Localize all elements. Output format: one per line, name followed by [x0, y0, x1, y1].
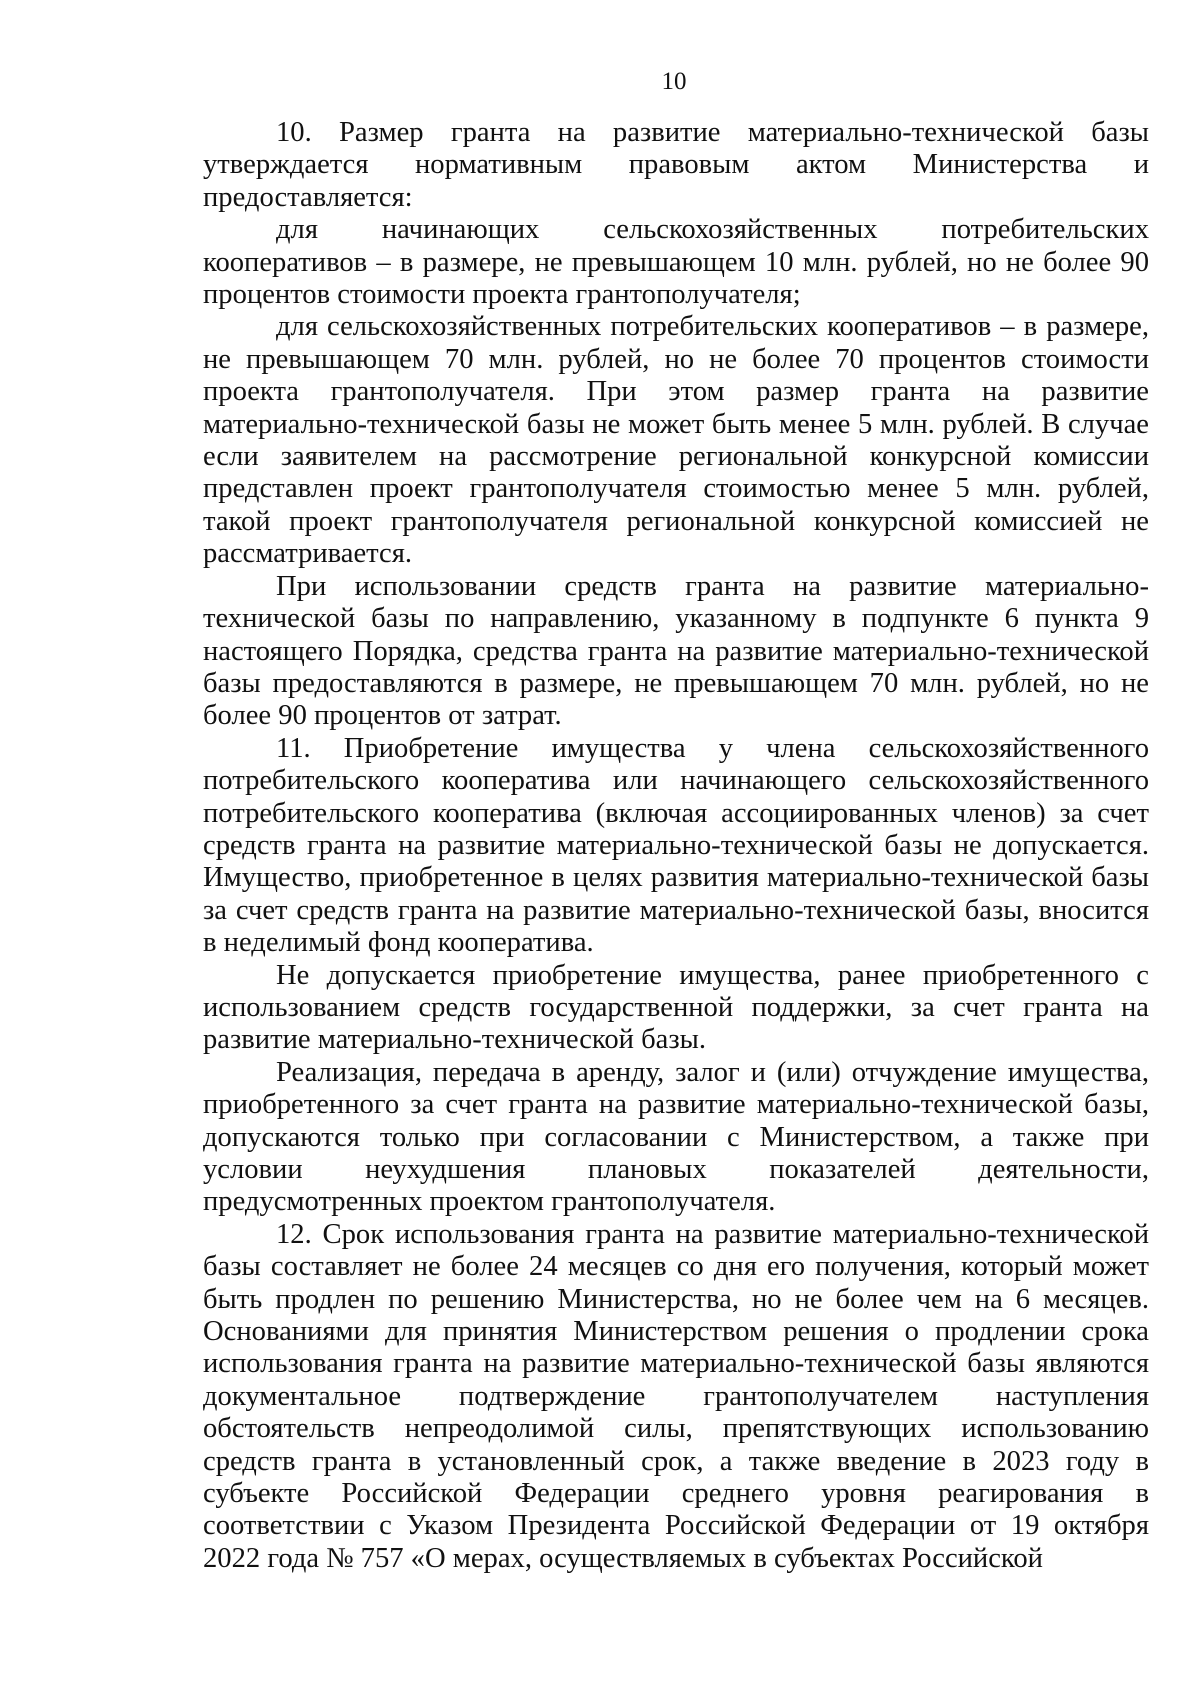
paragraph-new-cooperatives: для начинающих сельскохозяйственных потребительских кооперативов – в размере, не превышающем 10 млн. рублей, но не более 90 процентов стоимости проекта грантополучателя; [203, 214, 1149, 311]
page-number: 10 [661, 68, 687, 95]
paragraph-property-disposal: Реализация, передача в аренду, залог и (или) отчуждение имущества, приобретенного за счет гранта на развитие материально-технической базы, допускаются только при согласовании с Министерством, а также при условии неухудшения плановых показателей деятельности, предусмотренных проектом грантополучателя. [203, 1056, 1149, 1218]
paragraph-grant-usage: При использовании средств гранта на развитие материально-технической базы по направлению, указанному в подпункте 6 пункта 9 настоящего Порядка, средства гранта на развитие материально-технической базы предоставляются в размере, не превышающем 70 млн. рублей, но не более 90 процентов от затрат. [203, 570, 1149, 732]
paragraph-cooperatives: для сельскохозяйственных потребительских кооперативов – в размере, не превышающем 70 млн. рублей, но не более 70 процентов стоимости проекта грантополучателя. При этом размер гранта на развитие материально-технической базы не может быть менее 5 млн. рублей. В случае если заявителем на рассмотрение региональной конкурсной комиссии представлен проект грантополучателя стоимостью менее 5 млн. рублей, такой проект грантополучателя региональной конкурсной комиссией не рассматривается. [203, 311, 1149, 570]
paragraph-state-support-restriction: Не допускается приобретение имущества, ранее приобретенного с использованием средств государственной поддержки, за счет гранта на развитие материально-технической базы. [203, 959, 1149, 1056]
paragraph-grant-size: 10. Размер гранта на развитие материально-технической базы утверждается нормативным правовым актом Министерства и предоставляется: [203, 117, 1149, 213]
paragraph-grant-term: 12. Срок использования гранта на развитие материально-технической базы составляет не более 24 месяцев со дня его получения, который может быть продлен по решению Министерства, но не более чем на 6 месяцев. Основаниями для принятия Министерством решения о продлении срока использования гранта на развитие материально-технической базы являются документальное подтверждение грантополучателем наступления обстоятельств непреодолимой силы, препятствующих использованию средств гранта в установленный срок, а также введение в 2023 году в субъекте Российской Федерации среднего уровня реагирования в соответствии с Указом Президента Российской Федерации от 19 октября 2022 года № 757 «О мерах, осуществляемых в субъектах Российской [203, 1218, 1149, 1574]
paragraph-property-acquisition: 11. Приобретение имущества у члена сельскохозяйственного потребительского кооператива или начинающего сельскохозяйственного потребительского кооператива (включая ассоциированных членов) за счет средств гранта на развитие материально-технической базы не допускается. Имущество, приобретенное в целях развития материально-технической базы за счет средств гранта на развитие материально-технической базы, вносится в неделимый фонд кооператива. [203, 732, 1149, 959]
document-body [203, 117, 1149, 1575]
